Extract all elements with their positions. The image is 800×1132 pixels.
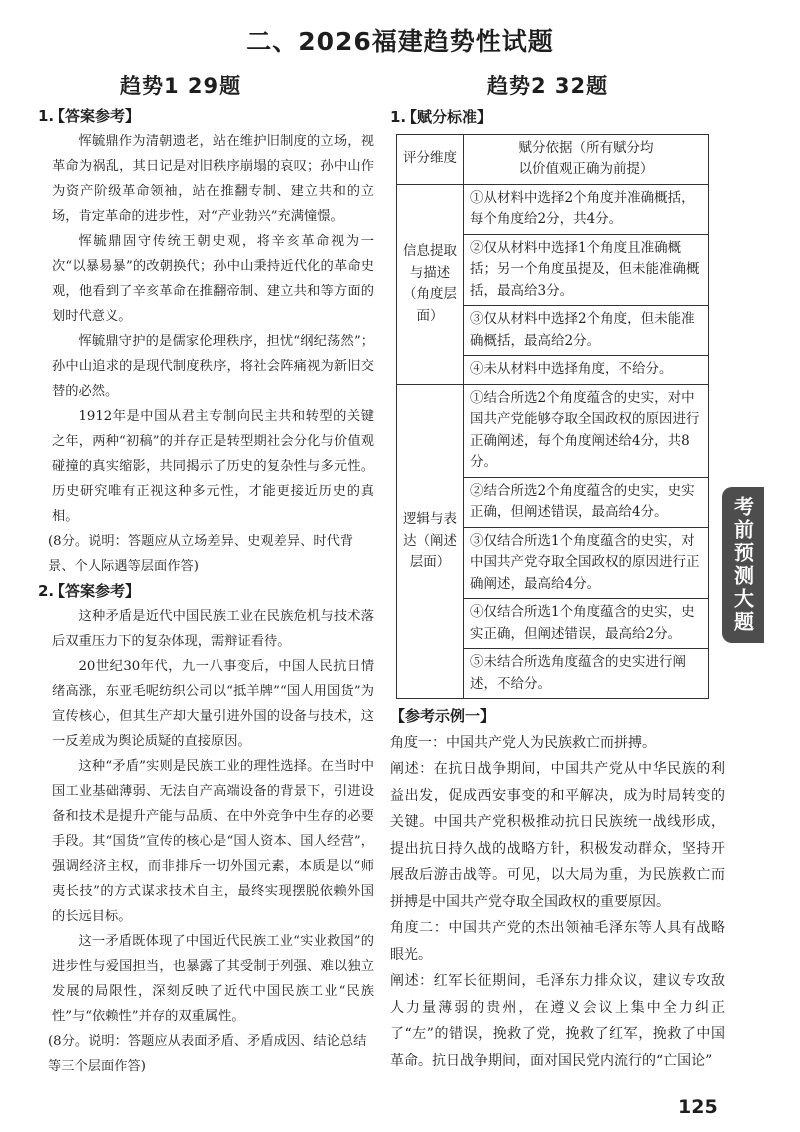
q2-answer-header	[38, 579, 374, 604]
rubric-col-dimension-header: 评分维度	[397, 134, 464, 184]
q2-paragraph: 20世纪30年代，九一八事变后，中国人民抗日情绪高涨，东亚毛呢纺织公司以“抵羊牌”“国人用国货”为宣传核心，但其生产却大量引进外国的设备与技术，这一反差成为舆论质疑的直接原因。	[52, 659, 374, 749]
example-header: 【参考示例一】	[390, 707, 496, 725]
example-line: 阐述：在抗日战争期间，中国共产党从中华民族的利益出发，促成西安事变的和平解决，成为时局转变的关键。中国共产党积极推动抗日民族统一战线形成，提出抗日持久战的战略方针，积极发动群众，坚持开展敌后游击战等。可见，以大局为重，为民族救亡而拼搏是中国共产党夺取全国政权的重要原因。	[390, 761, 725, 910]
q1-paragraph: 恽毓鼎固守传统王朝史观，将辛亥革命视为一次“以暴易暴”的改朝换代；孙中山秉持近代化的革命史观，他看到了辛亥革命在推翻帝制、建立共和等方面的划时代意义。	[52, 234, 374, 324]
rubric-criterion-cell: ③仅结合所选1个角度蕴含的史实，对中国共产党夺取全国政权的原因进行正确阐述，最高给4分。	[464, 527, 709, 599]
example-line: 角度一：中国共产党人为民族救亡而拼搏。	[390, 734, 656, 751]
q2-header-label: 【答案参考】	[50, 582, 141, 600]
q1-paragraph: 恽毓鼎守护的是儒家伦理秩序，担忧“纲纪荡然”；孙中山追求的是现代制度秩序，将社会阵痛视为新旧交替的必然。	[52, 334, 374, 399]
trend1-title: 趋势1 29题	[120, 74, 242, 98]
rubric-header	[390, 104, 725, 131]
q2-paragraph: 这种“矛盾”实则是民族工业的理性选择。在当时中国工业基础薄弱、无法自产高端设备的背景下，引进设备和技术是提升产能与品质、在中外竞争中生存的必要手段。其“国货”宣传的核心是“国人资本、国人经营”，强调经济主权，而非排斥一切外国元素，本质是以“师夷长技”的方式谋求技术自主，最终实现摆脱依赖外国的长远目标。	[52, 759, 374, 924]
rubric-table	[396, 134, 709, 700]
q1-paragraph: 恽毓鼎作为清朝遗老，站在维护旧制度的立场，视革命为祸乱，其日记是对旧秩序崩塌的哀叹；孙中山作为资产阶级革命领袖，站在推翻专制、建立共和的立场，肯定革命的进步性，对“产业勃兴”充满憧憬。	[52, 134, 374, 224]
rubric-criterion-cell: ④仅结合所选1个角度蕴含的史实，史实正确，但阐述错误，最高给2分。	[464, 599, 709, 649]
q2-scoring-note: (8分。说明：答题应从表面矛盾、矛盾成因、结论总结等三个层面作答)	[48, 1034, 367, 1074]
left-column	[38, 104, 374, 1079]
rubric-header-label: 【赋分标准】	[402, 108, 493, 126]
q2-paragraph: 这种矛盾是近代中国民族工业在民族危机与技术落后双重压力下的复杂体现，需辩证看待。	[52, 609, 374, 649]
rubric-basis-header-line: 以价值观正确为前提）	[518, 161, 654, 177]
side-tab-label: 考前预测大题	[730, 496, 755, 634]
rubric-criterion-cell: ②仅从材料中选择1个角度且准确概括；另一个角度虽提及，但未能准确概括，最高给3分。	[464, 234, 709, 306]
q1-answer-header	[38, 104, 374, 129]
rubric-criterion-cell: ②结合所选2个角度蕴含的史实，史实正确，但阐述错误，最高给4分。	[464, 477, 709, 527]
side-section-tab	[722, 487, 764, 643]
rubric-dimension-cell: 信息提取与描述（角度层面）	[397, 184, 464, 384]
rubric-criterion-cell: ①结合所选2个角度蕴含的史实，对中国共产党能够夺取全国政权的原因进行正确阐述，每个角度阐述给4分，共8分。	[464, 384, 709, 477]
example-line: 阐述：红军长征期间，毛泽东力排众议，建议专攻敌人力量薄弱的贵州，在遵义会议上集中全力纠正了“左”的错误，挽救了党，挽救了红军，挽救了中国革命。抗日战争期间，面对国民党内流行的“亡国论”	[390, 973, 725, 1069]
rubric-criterion-cell: ④未从材料中选择角度，不给分。	[464, 356, 709, 385]
q1-paragraph: 1912年是中国从君主专制向民主共和转型的关键之年，两种“初稿”的并存正是转型期社会分化与价值观碰撞的真实缩影，共同揭示了历史的复杂性与多元性。历史研究唯有正视这种多元性，才能更接近历史的真相。	[52, 409, 374, 524]
q1-header-label: 【答案参考】	[50, 107, 141, 125]
rubric-number: 1.	[390, 108, 407, 126]
page-number: 125	[678, 1096, 718, 1118]
q1-scoring-note: (8分。说明：答题应从立场差异、史观差异、时代背景、个人际遇等层面作答)	[48, 534, 354, 574]
rubric-criterion-cell: ⑤未结合所选角度蕴含的史实进行阐述，不给分。	[464, 649, 709, 699]
rubric-col-basis-header	[464, 134, 709, 184]
right-column	[390, 104, 725, 1074]
trend2-title: 趋势2 32题	[487, 74, 609, 98]
rubric-criterion-cell: ③仅从材料中选择2个角度，但未能准确概括，最高给2分。	[464, 306, 709, 356]
q2-number: 2.	[38, 582, 55, 600]
example-line: 角度二：中国共产党的杰出领袖毛泽东等人具有战略眼光。	[390, 920, 725, 963]
q2-paragraph: 这一矛盾既体现了中国近代民族工业“实业救国”的进步性与爱国担当，也暴露了其受制于列强、难以独立发展的局限性，深刻反映了近代中国民族工业“民族性”与“依赖性”并存的双重属性。	[52, 934, 374, 1024]
q1-number: 1.	[38, 107, 55, 125]
rubric-basis-header-line: 赋分依据（所有赋分均	[518, 139, 654, 156]
page-title: 二、2026福建趋势性试题	[246, 27, 554, 56]
rubric-dimension-cell: 逻辑与表达（阐述层面）	[397, 384, 464, 699]
rubric-criterion-cell: ①从材料中选择2个角度并准确概括，每个角度给2分，共4分。	[464, 184, 709, 234]
